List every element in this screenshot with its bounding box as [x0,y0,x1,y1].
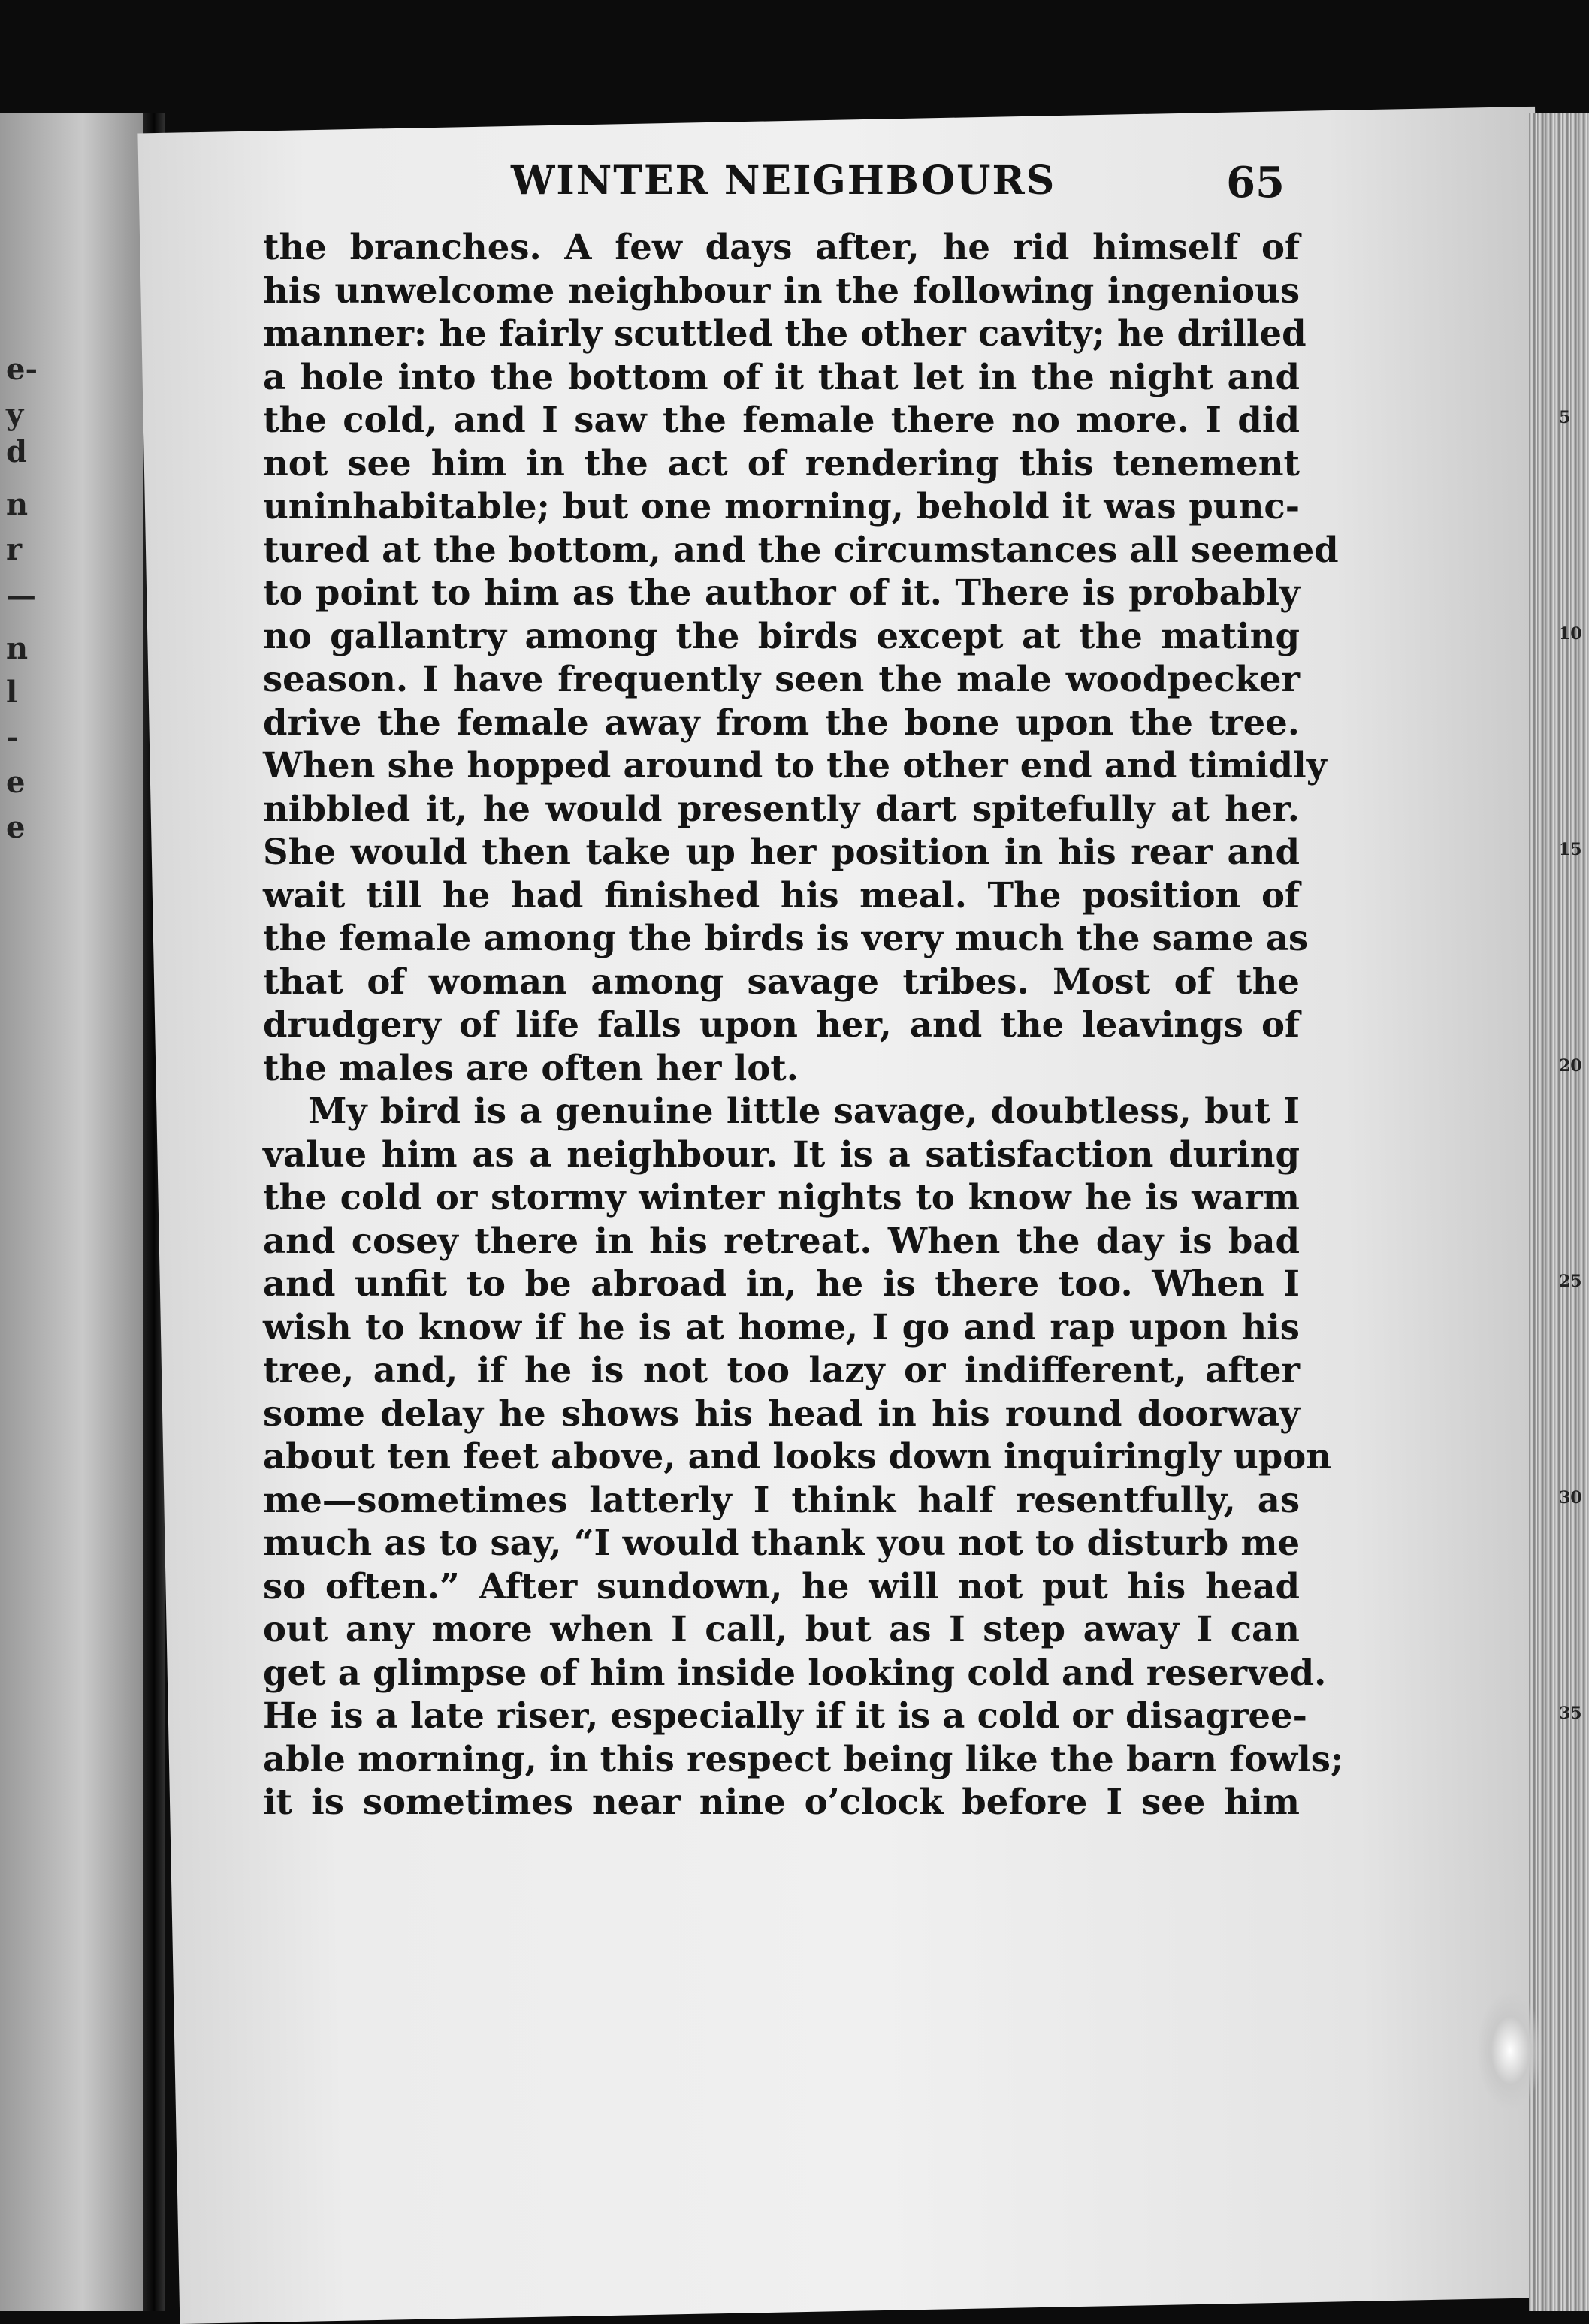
facing-fragment: y [6,397,24,432]
running-title: WINTER NEIGHBOURS [511,158,1056,204]
line-number: 25 [1559,1272,1582,1291]
text-line: nibbled it, he would presently dart spitefully at her. [263,787,1300,829]
line-number: 35 [1559,1704,1582,1723]
facing-fragment: - [6,720,19,755]
text-line: out any more when I call, but as I step away I can [263,1608,1300,1649]
line-number: 20 [1559,1056,1582,1076]
text-line: tured at the bottom, and the circumstances all seemed [263,528,1339,570]
text-line: drudgery of life falls upon her, and the leavings of [263,1004,1300,1045]
facing-fragment: r [6,532,23,567]
facing-fragment: n [6,631,29,666]
body-text [263,225,1582,1824]
text-line: some delay he shows his head in his round doorway [263,1392,1300,1434]
text-line: the female among the birds is very much the same as [263,917,1309,958]
facing-fragment: d [6,434,27,469]
text-line: My bird is a genuine little savage, doubtless, but I [308,1090,1300,1131]
text-line: When she hopped around to the other end and timidly [263,744,1327,786]
text-line: a hole into the bottom of it that let in the night and [263,355,1300,397]
text-line: the cold or stormy winter nights to know he is warm [263,1176,1300,1218]
facing-fragment: e [6,810,26,845]
text-line: me—sometimes latterly I think half resentfully, as [263,1478,1300,1520]
text-line: able morning, in this respect being like the barn fowls; [263,1737,1344,1779]
text-line: wait till he had finished his meal. The position of [263,874,1300,916]
running-head [353,158,1285,225]
text-line: and cosey there in his retreat. When the day is bad [263,1219,1300,1261]
text-line: manner: he fairly scuttled the other cavity; he drilled [263,312,1307,354]
text-line: to point to him as the author of it. There is probably [263,572,1300,613]
text-line: so often.” After sundown, he will not put his head [263,1565,1300,1607]
text-line: tree, and, if he is not too lazy or indifferent, after [263,1349,1300,1390]
text-line: that of woman among savage tribes. Most of the [263,960,1300,1002]
facing-fragment: n [6,487,29,522]
text-line: season. I have frequently seen the male woodpecker [263,658,1300,699]
line-number: 10 [1559,624,1582,644]
facing-fragment: e- [6,352,38,387]
facing-fragment: — [6,578,36,614]
facing-fragment: l [6,675,18,710]
text-line: the cold, and I saw the female there no more. I did [263,399,1300,440]
line-number: 5 [1559,408,1571,427]
text-line: not see him in the act of rendering this tenement [263,442,1300,484]
text-line: uninhabitable; but one morning, behold it was punc- [263,485,1300,527]
text-line: no gallantry among the birds except at the mating [263,614,1300,656]
text-line: get a glimpse of him inside looking cold and reserved. [263,1651,1327,1693]
page-edges [1529,113,1589,2311]
text-line: and unfit to be abroad in, he is there too. When I [263,1263,1300,1304]
text-line: much as to say, “I would thank you not to disturb me [263,1522,1301,1563]
line-number: 30 [1559,1488,1582,1508]
line-number: 15 [1559,840,1582,859]
facing-fragment: e [6,765,26,800]
text-line: drive the female away from the bone upon the tree. [263,701,1300,743]
page-number: 65 [1226,158,1285,207]
text-line: the males are often her lot. [263,1046,799,1088]
text-line: value him as a neighbour. It is a satisfaction during [263,1133,1300,1175]
text-line: wish to know if he is at home, I go and rap upon his [263,1305,1300,1348]
text-line: it is sometimes near nine o’clock before I see him [263,1781,1300,1822]
text-line: his unwelcome neighbour in the following ingenious [263,269,1300,311]
text-line: the branches. A few days after, he rid himself of [263,226,1300,267]
text-line: She would then take up her position in his rear and [263,831,1300,872]
text-line: about ten feet above, and looks down inquiringly upon [263,1435,1332,1477]
text-line: He is a late riser, especially if it is a cold or disagree- [263,1695,1307,1736]
scan-smudge [1476,1990,1544,2111]
